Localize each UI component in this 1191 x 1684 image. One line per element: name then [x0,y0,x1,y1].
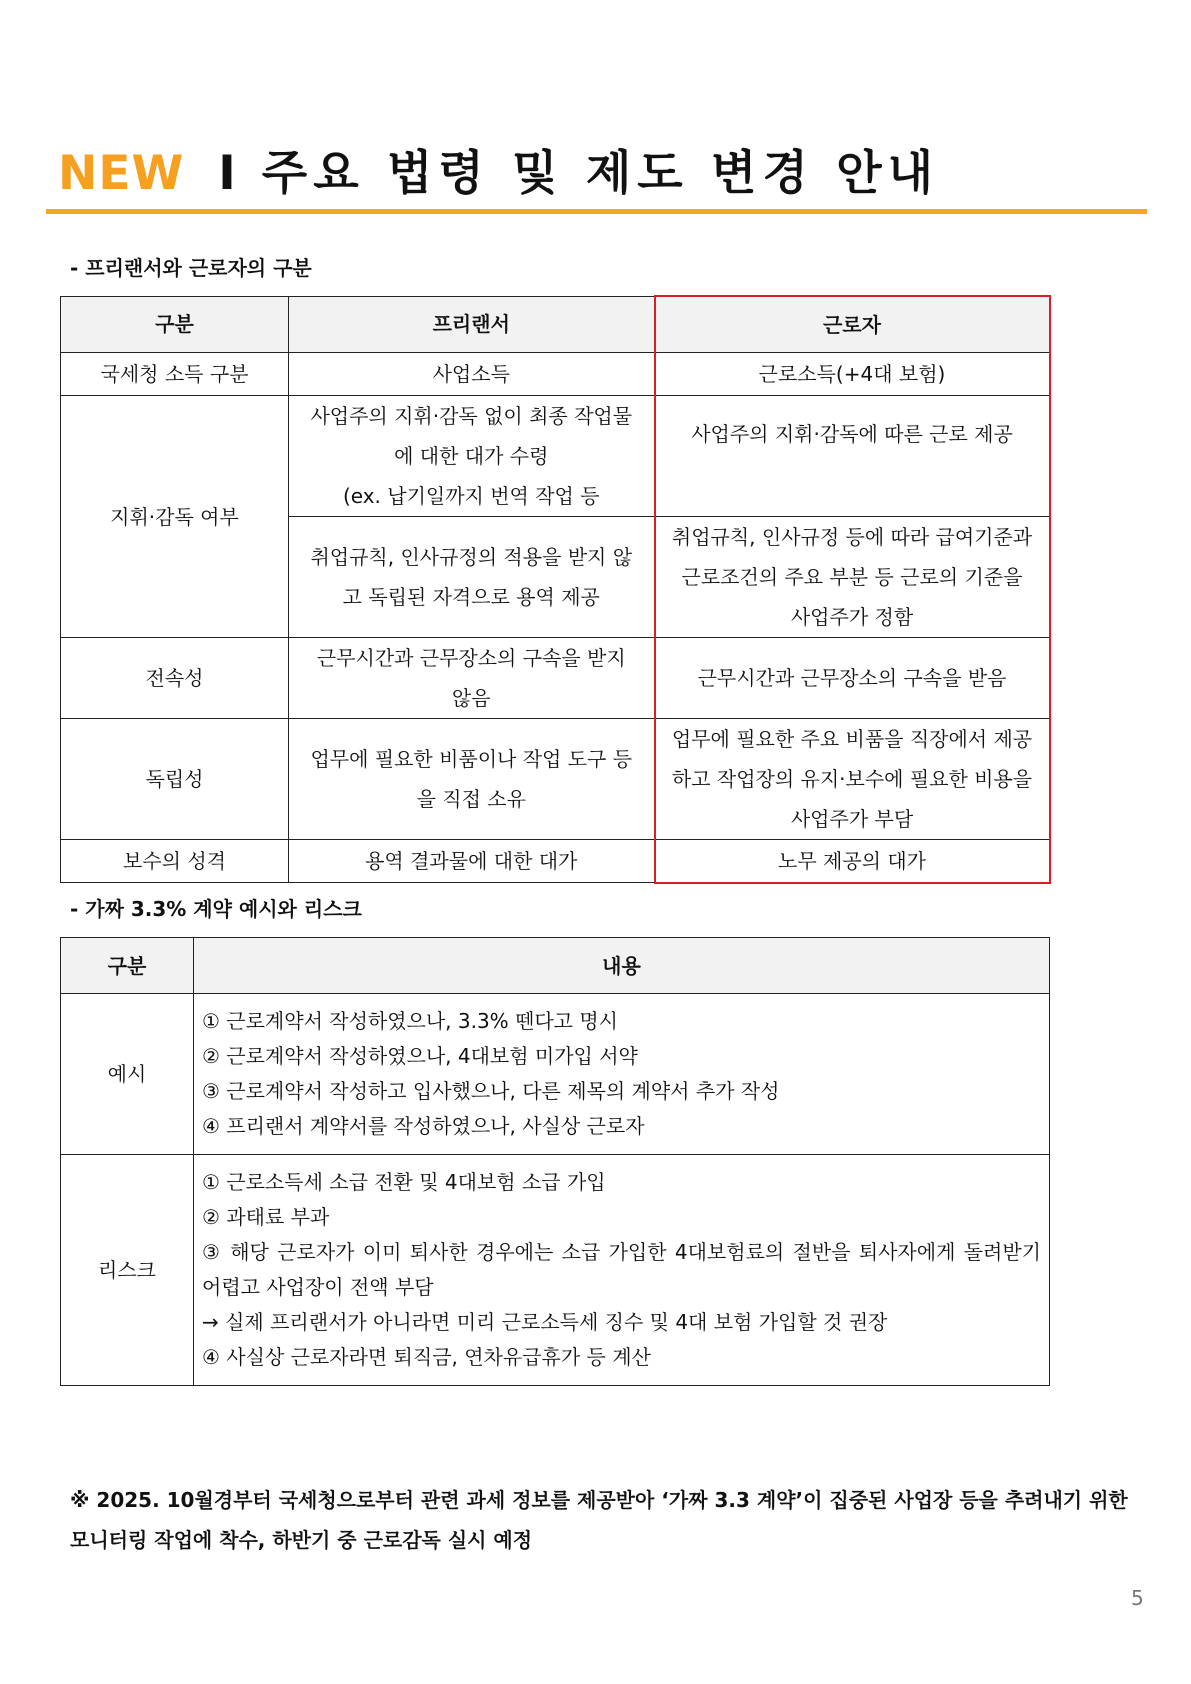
table-row [61,719,1050,840]
header-worker: 근로자 [655,296,1050,353]
cell-line: 하고 작업장의 유지·보수에 필요한 비용을 [671,767,1033,791]
title-text: 주요 법령 및 제도 변경 안내 [261,146,940,201]
list-item: ① 근로계약서 작성하였으나, 3.3% 뗀다고 명시 [202,1009,619,1033]
risks-list [194,1155,1050,1386]
header-freelancer: 프리랜서 [289,296,655,353]
table-row [61,994,1050,1155]
page-number: 5 [1131,1586,1144,1610]
table-header-row [61,296,1050,353]
cell-line: 고 독립된 자격으로 용역 제공 [342,585,600,609]
list-item: ② 과태료 부과 [202,1205,330,1229]
row-label-risks: 리스크 [61,1155,194,1386]
freelancer-cell [289,719,655,840]
row-label: 보수의 성격 [61,840,289,883]
table-row [61,353,1050,396]
cell-line: 업무에 필요한 비품이나 작업 도구 등 [310,747,633,771]
cell-line: 사업주의 지휘·감독 없이 최종 작업물 [310,404,633,428]
cell-line: 취업규칙, 인사규정 등에 따라 급여기준과 [671,525,1033,549]
cell-line: 업무에 필요한 주요 비품을 직장에서 제공 [671,727,1033,751]
header-category: 구분 [61,938,194,994]
new-label: NEW [58,146,185,201]
cell-line: 에 대한 대가 수령 [394,444,549,468]
freelancer-cell: 사업소득 [289,353,655,396]
footnote: ※ 2025. 10월경부터 국세청으로부터 관련 과세 정보를 제공받아 ‘가짜 3.3 계약’이 집중된 사업장 등을 추려내기 위한 모니터링 작업에 착수, 하반기 중 근로감독 실시 예정 [70,1488,1128,1552]
table-row [61,396,1050,517]
table-row [61,1155,1050,1386]
worker-cell: 노무 제공의 대가 [655,840,1050,883]
section-heading-fake-contract: - 가짜 3.3% 계약 예시와 리스크 [70,897,362,921]
row-label: 국세청 소득 구분 [61,353,289,396]
title-underline [46,209,1147,214]
row-label: 지휘·감독 여부 [61,396,289,638]
cell-line: 을 직접 소유 [416,787,526,811]
header-content: 내용 [194,938,1050,994]
freelancer-cell [289,396,655,517]
worker-cell [655,719,1050,840]
title-separator: I [218,146,242,201]
examples-list [194,994,1050,1155]
list-item: ③ 해당 근로자가 이미 퇴사한 경우에는 소급 가입한 4대보험료의 절반을 퇴사자에게 돌려받기 어렵고 사업장이 전액 부담 [202,1240,1041,1299]
fake-contract-table [60,937,1050,1386]
worker-cell: 사업주의 지휘·감독에 따른 근로 제공 [655,396,1050,517]
list-item: → 실제 프리랜서가 아니라면 미리 근로소득세 징수 및 4대 보험 가입할 것 권장 [202,1310,888,1334]
cell-line: 않음 [451,686,491,710]
section-heading-freelancer-vs-worker: - 프리랜서와 근로자의 구분 [70,256,312,280]
worker-cell: 근로소득(+4대 보험) [655,353,1050,396]
table-row [61,840,1050,883]
worker-cell: 근무시간과 근무장소의 구속을 받음 [655,638,1050,719]
cell-line: 근로조건의 주요 부분 등 근로의 기준을 [681,565,1023,589]
worker-cell [655,517,1050,638]
row-label: 독립성 [61,719,289,840]
cell-line: 사업주가 부담 [790,807,914,831]
table-header-row [61,938,1050,994]
list-item: ④ 사실상 근로자라면 퇴직금, 연차유급휴가 등 계산 [202,1345,651,1369]
list-item: ② 근로계약서 작성하였으나, 4대보험 미가입 서약 [202,1044,638,1068]
row-label-examples: 예시 [61,994,194,1155]
list-item: ④ 프리랜서 계약서를 작성하였으나, 사실상 근로자 [202,1114,645,1138]
freelancer-cell [289,638,655,719]
list-item: ③ 근로계약서 작성하고 입사했으나, 다른 제목의 계약서 추가 작성 [202,1079,780,1103]
table-row [61,638,1050,719]
page-title [58,136,939,200]
header-category: 구분 [61,296,289,353]
cell-line: 근무시간과 근무장소의 구속을 받지 [316,646,626,670]
freelancer-cell: 용역 결과물에 대한 대가 [289,840,655,883]
cell-line: 사업주가 정함 [790,605,914,629]
cell-line: 취업규칙, 인사규정의 적용을 받지 않 [310,545,633,569]
list-item: ① 근로소득세 소급 전환 및 4대보험 소급 가입 [202,1170,606,1194]
row-label: 전속성 [61,638,289,719]
freelancer-worker-table [60,295,1051,884]
freelancer-cell [289,517,655,638]
cell-line: (ex. 납기일까지 번역 작업 등 [342,484,600,508]
